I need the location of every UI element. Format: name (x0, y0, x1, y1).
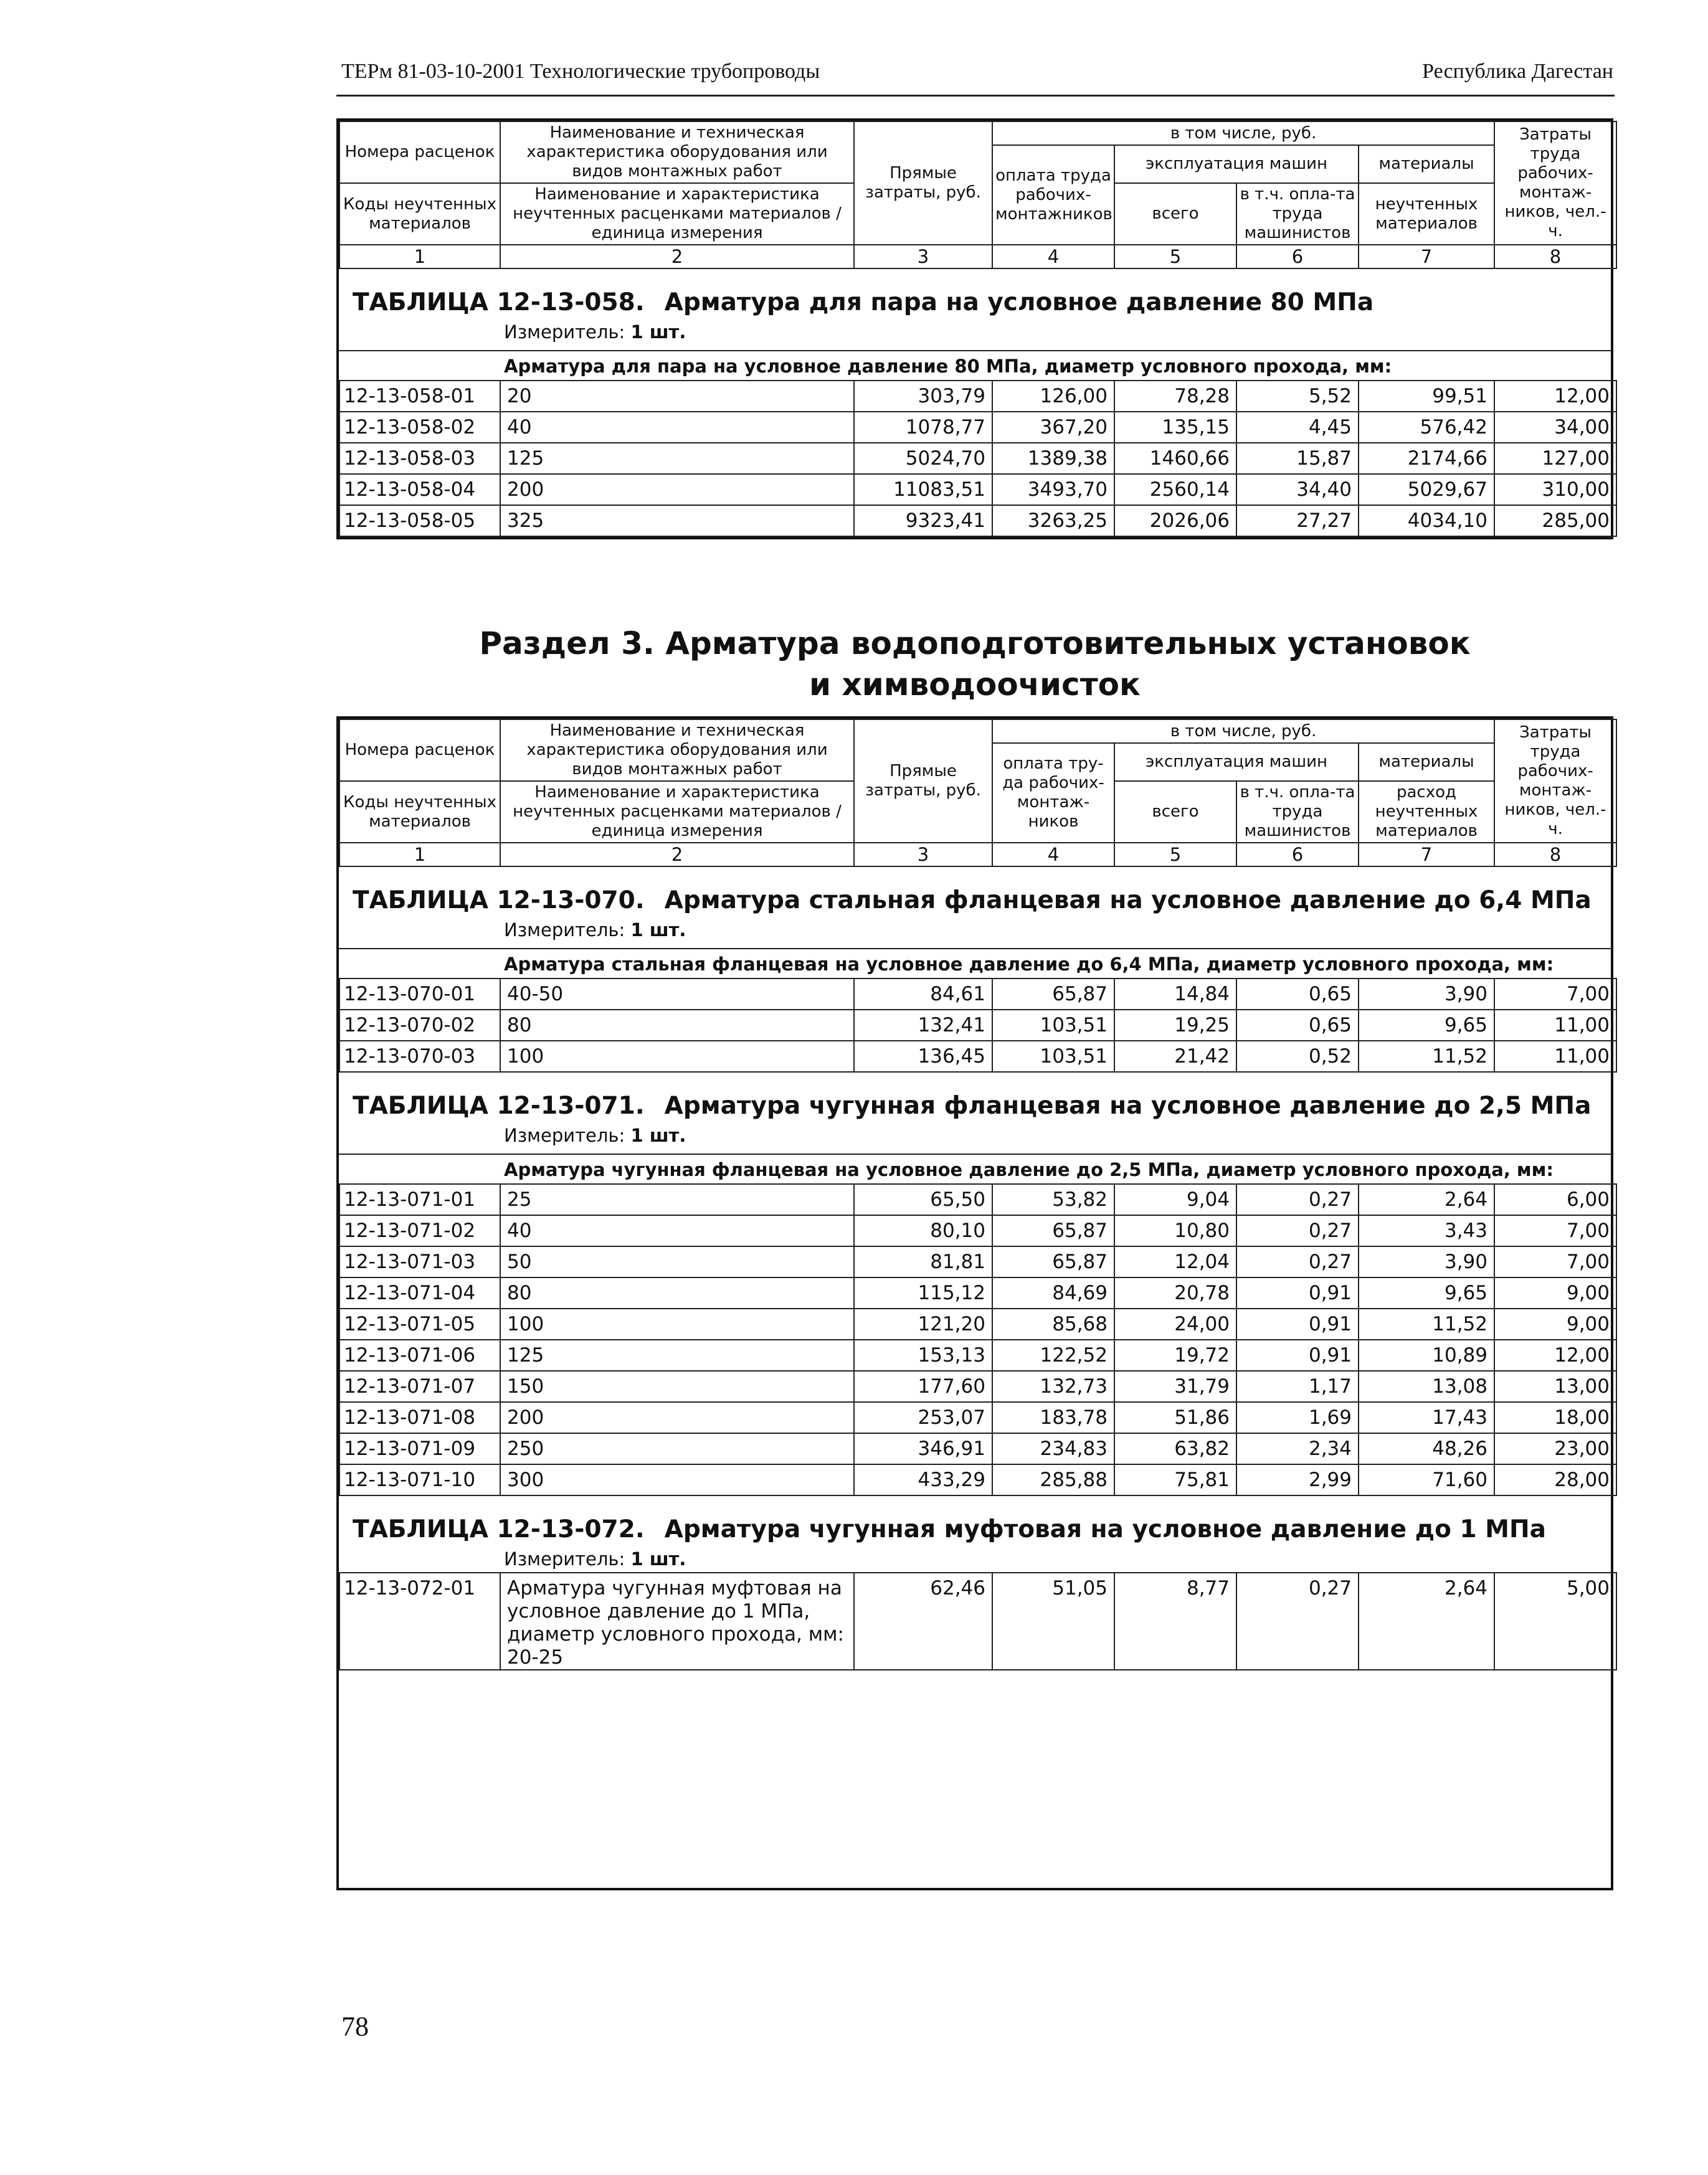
header-labor-hours: Затраты труда рабочих-монтаж-ников, чел.-ч. (1494, 719, 1616, 843)
rate-value: 84,69 (992, 1277, 1114, 1309)
rate-value: 115,12 (854, 1277, 992, 1309)
rate-value: 5029,67 (1359, 474, 1494, 505)
rate-description: 80 (500, 1277, 854, 1309)
rate-description: 125 (500, 443, 854, 474)
rate-value: 132,73 (992, 1371, 1114, 1402)
rate-value: 53,82 (992, 1184, 1114, 1215)
table-caption: ТАБЛИЦА 12-13-058. Арматура для пара на условное давление 80 МПа (353, 288, 1374, 316)
rate-value: 27,27 (1236, 505, 1359, 536)
rate-value: 0,65 (1236, 979, 1359, 1010)
rate-value: 0,65 (1236, 1010, 1359, 1041)
rate-description: Арматура чугунная муфтовая на условное давление до 1 МПа, диаметр условного прохода, мм: 20-25 (500, 1573, 854, 1670)
rates-table (339, 1572, 1617, 1670)
rate-value: 177,60 (854, 1371, 992, 1402)
table-row (339, 1464, 1616, 1495)
header-rate-number: Номера расценок (339, 121, 500, 183)
rate-code: 12-13-058-05 (339, 505, 500, 536)
rate-code: 12-13-071-01 (339, 1184, 500, 1215)
rate-value: 12,00 (1494, 381, 1616, 412)
table-row (339, 474, 1616, 505)
rate-value: 9323,41 (854, 505, 992, 536)
rate-value: 34,00 (1494, 412, 1616, 443)
rate-code: 12-13-058-01 (339, 381, 500, 412)
rate-value: 11083,51 (854, 474, 992, 505)
table-row (339, 1246, 1616, 1277)
header-work-name: Наименование и техническая характеристика оборудования или видов монтажных работ (500, 121, 854, 183)
rate-value: 132,41 (854, 1010, 992, 1041)
rate-value: 7,00 (1494, 1215, 1616, 1246)
rate-description: 325 (500, 505, 854, 536)
rate-description: 250 (500, 1433, 854, 1464)
rate-code: 12-13-071-05 (339, 1309, 500, 1340)
rate-value: 65,50 (854, 1184, 992, 1215)
rate-value: 2026,06 (1114, 505, 1236, 536)
rate-description: 50 (500, 1246, 854, 1277)
header-machines: эксплуатация машин (1114, 145, 1359, 183)
table-block-section3 (336, 716, 1613, 1890)
header-material-codes: Коды неучтенных материалов (339, 781, 500, 843)
rate-value: 3493,70 (992, 474, 1114, 505)
rate-description: 40 (500, 412, 854, 443)
rate-value: 12,00 (1494, 1340, 1616, 1371)
rate-value: 1460,66 (1114, 443, 1236, 474)
rate-value: 31,79 (1114, 1371, 1236, 1402)
rate-value: 234,83 (992, 1433, 1114, 1464)
rates-table (339, 380, 1617, 537)
rate-value: 65,87 (992, 1246, 1114, 1277)
table-caption: ТАБЛИЦА 12-13-072. Арматура чугунная муфтовая на условное давление до 1 МПа (353, 1515, 1546, 1543)
column-numbers: 1 2 3 4 5 6 7 8 (339, 843, 1616, 866)
rate-value: 2,34 (1236, 1433, 1359, 1464)
rate-value: 10,80 (1114, 1215, 1236, 1246)
rate-value: 65,87 (992, 979, 1114, 1010)
rate-description: 100 (500, 1309, 854, 1340)
rate-value: 3263,25 (992, 505, 1114, 536)
rate-value: 18,00 (1494, 1402, 1616, 1433)
rate-description: 25 (500, 1184, 854, 1215)
table-row (339, 1215, 1616, 1246)
rate-value: 0,27 (1236, 1184, 1359, 1215)
rate-value: 2560,14 (1114, 474, 1236, 505)
rate-value: 0,27 (1236, 1573, 1359, 1670)
rate-value: 13,00 (1494, 1371, 1616, 1402)
header-machines-total: всего (1114, 781, 1236, 843)
rate-value: 71,60 (1359, 1464, 1494, 1495)
header-material-codes: Коды неучтенных материалов (339, 183, 500, 245)
rate-value: 310,00 (1494, 474, 1616, 505)
rate-value: 2174,66 (1359, 443, 1494, 474)
rate-value: 11,52 (1359, 1041, 1494, 1072)
rates-table (339, 978, 1617, 1073)
rate-value: 85,68 (992, 1309, 1114, 1340)
header-including: в том числе, руб. (992, 121, 1494, 145)
rate-value: 12,04 (1114, 1246, 1236, 1277)
rate-value: 75,81 (1114, 1464, 1236, 1495)
header-wages: оплата тру-да рабочих-монтаж-ников (992, 743, 1114, 843)
rate-value: 21,42 (1114, 1041, 1236, 1072)
rate-value: 121,20 (854, 1309, 992, 1340)
column-header (339, 121, 1617, 269)
rate-value: 1,17 (1236, 1371, 1359, 1402)
header-including: в том числе, руб. (992, 719, 1494, 743)
rate-value: 433,29 (854, 1464, 992, 1495)
table-row (339, 505, 1616, 536)
table-row (339, 381, 1616, 412)
rate-value: 4034,10 (1359, 505, 1494, 536)
rate-code: 12-13-070-02 (339, 1010, 500, 1041)
table-row (339, 1010, 1616, 1041)
column-header (339, 719, 1617, 867)
header-machinists-wages: в т.ч. опла-та труда машинистов (1236, 781, 1359, 843)
table-row (339, 979, 1616, 1010)
rate-code: 12-13-070-01 (339, 979, 500, 1010)
rate-code: 12-13-072-01 (339, 1573, 500, 1670)
header-machines-total: всего (1114, 183, 1236, 245)
rate-value: 0,91 (1236, 1340, 1359, 1371)
rate-value: 9,65 (1359, 1277, 1494, 1309)
rate-code: 12-13-070-03 (339, 1041, 500, 1072)
table-caption: ТАБЛИЦА 12-13-070. Арматура стальная фланцевая на условное давление до 6,4 МПа (353, 886, 1592, 914)
rate-value: 9,00 (1494, 1277, 1616, 1309)
rate-value: 3,90 (1359, 979, 1494, 1010)
rate-value: 103,51 (992, 1010, 1114, 1041)
rate-value: 0,27 (1236, 1246, 1359, 1277)
table-row (339, 1573, 1616, 1670)
rate-value: 51,05 (992, 1573, 1114, 1670)
column-numbers: 1 2 3 4 5 6 7 8 (339, 245, 1616, 268)
measure-unit: Измеритель: 1 шт. (504, 1125, 686, 1146)
rate-value: 2,99 (1236, 1464, 1359, 1495)
rate-value: 11,00 (1494, 1041, 1616, 1072)
rate-value: 0,91 (1236, 1309, 1359, 1340)
table-row (339, 443, 1616, 474)
subheading: Арматура чугунная фланцевая на условное давление до 2,5 МПа, диаметр условного прохода, мм: (339, 1154, 1611, 1183)
measure-unit: Измеритель: 1 шт. (504, 321, 686, 343)
table-caption: ТАБЛИЦА 12-13-071. Арматура чугунная фланцевая на условное давление до 2,5 МПа (353, 1092, 1592, 1120)
rate-value: 19,72 (1114, 1340, 1236, 1371)
header-machines: эксплуатация машин (1114, 743, 1359, 781)
rate-value: 6,00 (1494, 1184, 1616, 1215)
table-row (339, 1371, 1616, 1402)
table-row (339, 412, 1616, 443)
rate-value: 48,26 (1359, 1433, 1494, 1464)
rates-table (339, 1183, 1617, 1496)
rate-value: 11,52 (1359, 1309, 1494, 1340)
table-row (339, 1402, 1616, 1433)
rate-value: 7,00 (1494, 979, 1616, 1010)
rate-value: 14,84 (1114, 979, 1236, 1010)
header-rate-number: Номера расценок (339, 719, 500, 781)
rate-value: 62,46 (854, 1573, 992, 1670)
rate-code: 12-13-071-10 (339, 1464, 500, 1495)
rate-value: 28,00 (1494, 1464, 1616, 1495)
rate-value: 9,65 (1359, 1010, 1494, 1041)
header-direct-costs: Прямые затраты, руб. (854, 719, 992, 843)
rate-code: 12-13-071-04 (339, 1277, 500, 1309)
rate-value: 0,52 (1236, 1041, 1359, 1072)
rate-code: 12-13-058-02 (339, 412, 500, 443)
rate-value: 136,45 (854, 1041, 992, 1072)
measure-unit: Измеритель: 1 шт. (504, 1548, 686, 1570)
rate-value: 3,90 (1359, 1246, 1494, 1277)
rate-value: 17,43 (1359, 1402, 1494, 1433)
rate-description: 80 (500, 1010, 854, 1041)
rate-description: 300 (500, 1464, 854, 1495)
rate-description: 20 (500, 381, 854, 412)
rate-code: 12-13-058-04 (339, 474, 500, 505)
rate-value: 9,00 (1494, 1309, 1616, 1340)
rate-code: 12-13-071-03 (339, 1246, 500, 1277)
rate-value: 7,00 (1494, 1246, 1616, 1277)
rate-description: 125 (500, 1340, 854, 1371)
rate-value: 126,00 (992, 381, 1114, 412)
rate-value: 153,13 (854, 1340, 992, 1371)
rate-value: 103,51 (992, 1041, 1114, 1072)
header-material-names: Наименование и характеристика неучтенных расценками материалов / единица измерения (500, 183, 854, 245)
rate-value: 3,43 (1359, 1215, 1494, 1246)
rate-value: 84,61 (854, 979, 992, 1010)
rate-value: 13,08 (1359, 1371, 1494, 1402)
rate-value: 285,88 (992, 1464, 1114, 1495)
header-rule (336, 95, 1615, 97)
header-materials: материалы (1359, 743, 1494, 781)
running-header-right: Республика Дагестан (1422, 60, 1613, 83)
measure-unit: Измеритель: 1 шт. (504, 919, 686, 941)
header-materials: материалы (1359, 145, 1494, 183)
rate-value: 5,00 (1494, 1573, 1616, 1670)
rate-description: 40-50 (500, 979, 854, 1010)
rate-value: 19,25 (1114, 1010, 1236, 1041)
rate-value: 80,10 (854, 1215, 992, 1246)
table-row (339, 1340, 1616, 1371)
rate-value: 10,89 (1359, 1340, 1494, 1371)
table-row (339, 1184, 1616, 1215)
rate-value: 367,20 (992, 412, 1114, 443)
rate-value: 1078,77 (854, 412, 992, 443)
rate-value: 23,00 (1494, 1433, 1616, 1464)
rate-value: 51,86 (1114, 1402, 1236, 1433)
rate-code: 12-13-071-06 (339, 1340, 500, 1371)
rate-value: 1,69 (1236, 1402, 1359, 1433)
rate-value: 99,51 (1359, 381, 1494, 412)
table-row (339, 1277, 1616, 1309)
rate-code: 12-13-071-09 (339, 1433, 500, 1464)
rate-value: 8,77 (1114, 1573, 1236, 1670)
table-block-058 (336, 118, 1613, 539)
rate-value: 135,15 (1114, 412, 1236, 443)
table-row (339, 1041, 1616, 1072)
rate-value: 78,28 (1114, 381, 1236, 412)
rate-value: 285,00 (1494, 505, 1616, 536)
rate-value: 2,64 (1359, 1573, 1494, 1670)
rate-code: 12-13-071-07 (339, 1371, 500, 1402)
subheading: Арматура для пара на условное давление 80 МПа, диаметр условного прохода, мм: (339, 350, 1611, 380)
rate-value: 4,45 (1236, 412, 1359, 443)
rate-description: 40 (500, 1215, 854, 1246)
rate-value: 15,87 (1236, 443, 1359, 474)
rate-value: 122,52 (992, 1340, 1114, 1371)
rate-value: 81,81 (854, 1246, 992, 1277)
rate-code: 12-13-058-03 (339, 443, 500, 474)
rate-value: 576,42 (1359, 412, 1494, 443)
rate-value: 127,00 (1494, 443, 1616, 474)
rate-value: 9,04 (1114, 1184, 1236, 1215)
header-material-consumption: расход неучтенных материалов (1359, 781, 1494, 843)
page-number: 78 (341, 2011, 369, 2042)
subheading: Арматура стальная фланцевая на условное давление до 6,4 МПа, диаметр условного прохода, мм: (339, 948, 1611, 978)
rate-value: 34,40 (1236, 474, 1359, 505)
rate-value: 0,91 (1236, 1277, 1359, 1309)
header-machinists-wages: в т.ч. опла-та труда машинистов (1236, 183, 1359, 245)
rate-value: 303,79 (854, 381, 992, 412)
header-labor-hours: Затраты труда рабочих-монтаж-ников, чел.-ч. (1494, 121, 1616, 245)
section-title: Раздел 3. Арматура водоподготовительных установок и химводоочисток (479, 625, 1471, 703)
rate-value: 1389,38 (992, 443, 1114, 474)
rate-code: 12-13-071-08 (339, 1402, 500, 1433)
rate-value: 65,87 (992, 1215, 1114, 1246)
rate-description: 200 (500, 474, 854, 505)
rate-value: 183,78 (992, 1402, 1114, 1433)
rate-value: 11,00 (1494, 1010, 1616, 1041)
rate-code: 12-13-071-02 (339, 1215, 500, 1246)
rate-value: 20,78 (1114, 1277, 1236, 1309)
rate-value: 346,91 (854, 1433, 992, 1464)
header-wages: оплата труда рабочих-монтажников (992, 145, 1114, 245)
rate-description: 150 (500, 1371, 854, 1402)
rate-value: 253,07 (854, 1402, 992, 1433)
rate-description: 200 (500, 1402, 854, 1433)
header-material-names: Наименование и характеристика неучтенных расценками материалов / единица измерения (500, 781, 854, 843)
table-row (339, 1309, 1616, 1340)
rate-value: 24,00 (1114, 1309, 1236, 1340)
running-header-left: ТЕРм 81-03-10-2001 Технологические трубопроводы (341, 60, 820, 83)
rate-value: 63,82 (1114, 1433, 1236, 1464)
rate-value: 5,52 (1236, 381, 1359, 412)
table-row (339, 1433, 1616, 1464)
rate-description: 100 (500, 1041, 854, 1072)
rate-value: 2,64 (1359, 1184, 1494, 1215)
header-unaccounted-materials: неучтенных материалов (1359, 183, 1494, 245)
header-work-name: Наименование и техническая характеристика оборудования или видов монтажных работ (500, 719, 854, 781)
header-direct-costs: Прямые затраты, руб. (854, 121, 992, 245)
rate-value: 5024,70 (854, 443, 992, 474)
rate-value: 0,27 (1236, 1215, 1359, 1246)
